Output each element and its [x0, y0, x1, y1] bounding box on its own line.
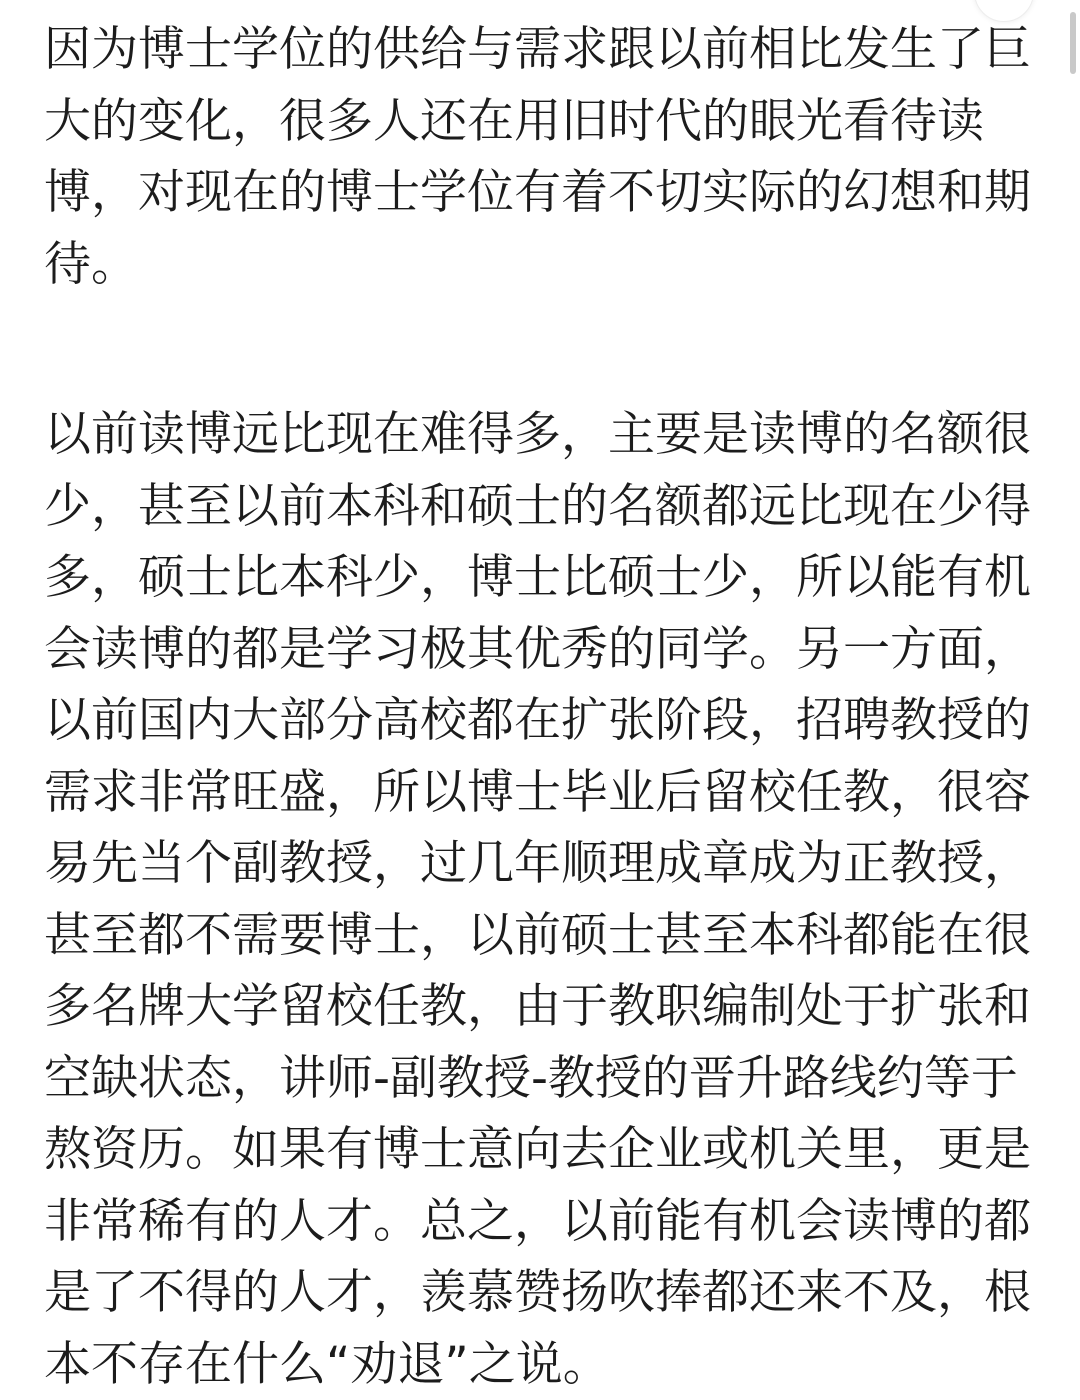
paragraph-line: 因为博士学位的供给与需求跟以前相比发生了巨 — [44, 14, 1004, 86]
paragraph-line: 空缺状态，讲师-副教授-教授的晋升路线约等于 — [44, 1043, 1004, 1115]
paragraph-2 — [44, 399, 1004, 1400]
paragraph-line: 少，甚至以前本科和硕士的名额都远比现在少得 — [44, 471, 1004, 543]
paragraph-line: 熬资历。如果有博士意向去企业或机关里，更是 — [44, 1114, 1004, 1186]
paragraph-line: 是了不得的人才，羡慕赞扬吹捧都还来不及，根 — [44, 1257, 1004, 1329]
paragraph-line: 博，对现在的博士学位有着不切实际的幻想和期 — [44, 157, 1004, 229]
scrollbar-thumb[interactable] — [1070, 12, 1076, 74]
paragraph-1 — [44, 14, 1004, 300]
paragraph-line: 非常稀有的人才。总之，以前能有机会读博的都 — [44, 1186, 1004, 1258]
paragraph-line: 甚至都不需要博士，以前硕士甚至本科都能在很 — [44, 900, 1004, 972]
paragraph-line: 需求非常旺盛，所以博士毕业后留校任教，很容 — [44, 757, 1004, 829]
paragraph-line: 以前国内大部分高校都在扩张阶段，招聘教授的 — [44, 685, 1004, 757]
paragraph-line: 多名牌大学留校任教，由于教职编制处于扩张和 — [44, 971, 1004, 1043]
paragraph-spacer — [44, 300, 1004, 399]
paragraph-line: 易先当个副教授，过几年顺理成章成为正教授， — [44, 828, 1004, 900]
paragraph-line: 大的变化，很多人还在用旧时代的眼光看待读 — [44, 86, 1004, 158]
paragraph-line: 本不存在什么“劝退”之说。 — [44, 1329, 1004, 1400]
paragraph-line: 会读博的都是学习极其优秀的同学。另一方面， — [44, 614, 1004, 686]
article-body — [44, 14, 1004, 1400]
paragraph-line: 多，硕士比本科少，博士比硕士少，所以能有机 — [44, 542, 1004, 614]
paragraph-line: 以前读博远比现在难得多，主要是读博的名额很 — [44, 399, 1004, 471]
paragraph-line: 待。 — [44, 229, 1004, 301]
scrollbar[interactable] — [1066, 0, 1080, 1393]
